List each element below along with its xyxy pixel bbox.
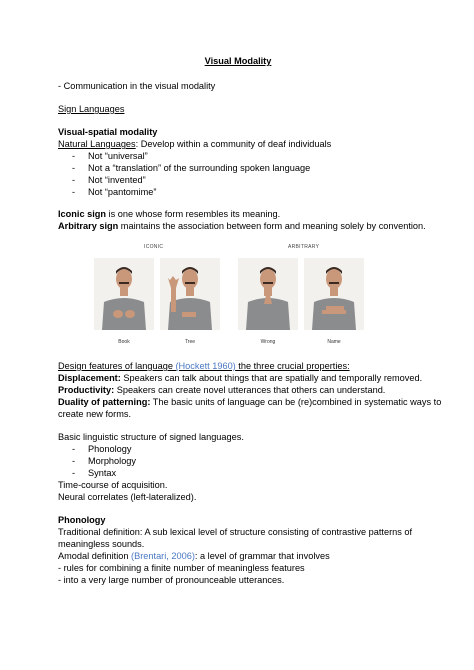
neural-line: Neural correlates (left-lateralized). (58, 492, 197, 502)
hockett-citation-link[interactable]: (Hockett 1960) (175, 361, 236, 371)
time-course-line: Time-course of acquisition. (58, 480, 168, 490)
photo-tree-sign (160, 258, 220, 330)
figure-label-book: Book (118, 339, 130, 345)
photo-name-sign (304, 258, 364, 330)
intro-line: - Communication in the visual modality (58, 81, 216, 91)
rules-line-2: - into a very large number of pronounceable utterances. (58, 575, 285, 585)
phonology-heading: Phonology (58, 515, 106, 525)
natural-bullet-3: - Not “invented” (72, 175, 146, 185)
productivity-line: Productivity: Speakers can create novel utterances that others can understand. (58, 385, 386, 395)
figure-iconic-heading: ICONIC (144, 244, 164, 250)
traditional-def-line: Traditional definition: A sub lexical level of structure consisting of contrastive patterns of (58, 527, 413, 537)
natural-bullet-4: - Not “pantomime” (72, 187, 157, 197)
structure-bullet-1: - Phonology (72, 444, 132, 454)
rules-line-1: - rules for combining a finite number of meaningless features (58, 563, 305, 573)
figure-label-name: Name (327, 339, 341, 345)
figure-label-wrong: Wrong (260, 339, 276, 345)
brentari-citation-link[interactable]: (Brentari, 2006) (131, 551, 195, 561)
natural-languages-label: Natural Languages (58, 139, 136, 149)
iconic-arbitrary-figure (92, 242, 372, 350)
natural-languages-text: : Develop within a community of deaf individuals (135, 139, 332, 149)
duality-line-2: create new forms. (58, 409, 132, 419)
visual-spatial-heading: Visual-spatial modality (58, 127, 158, 137)
amodal-def-line: Amodal definition (Brentari, 2006): a level of grammar that involves (58, 551, 330, 561)
duality-line: Duality of patterning: The basic units of language can be (re)combined in systematic ways to (58, 397, 442, 407)
figure-arbitrary-heading: ARBITRARY (288, 244, 320, 250)
page-title: Visual Modality (204, 56, 272, 66)
traditional-def-line-2: meaningless sounds. (58, 539, 145, 549)
design-features-line: Design features of language (Hockett 1960) the three crucial properties: (58, 361, 350, 371)
displacement-line: Displacement: Speakers can talk about things that are spatially and temporally removed. (58, 373, 423, 383)
section-sign-languages: Sign Languages (58, 104, 125, 114)
arbitrary-line: Arbitrary sign maintains the association between form and meaning solely by convention. (58, 221, 426, 231)
photo-wrong-sign (238, 258, 298, 330)
iconic-line: Iconic sign is one whose form resembles its meaning. (58, 209, 281, 219)
structure-bullet-2: - Morphology (72, 456, 137, 466)
figure-label-tree: Tree (184, 339, 196, 345)
structure-bullet-3: - Syntax (72, 468, 117, 478)
photo-book-sign (94, 258, 154, 330)
natural-bullet-1: - Not “universal” (72, 151, 148, 161)
basic-structure-line: Basic linguistic structure of signed languages. (58, 432, 244, 442)
natural-languages-line (58, 139, 331, 151)
natural-bullet-2: - Not a “translation” of the surrounding spoken language (72, 163, 311, 173)
